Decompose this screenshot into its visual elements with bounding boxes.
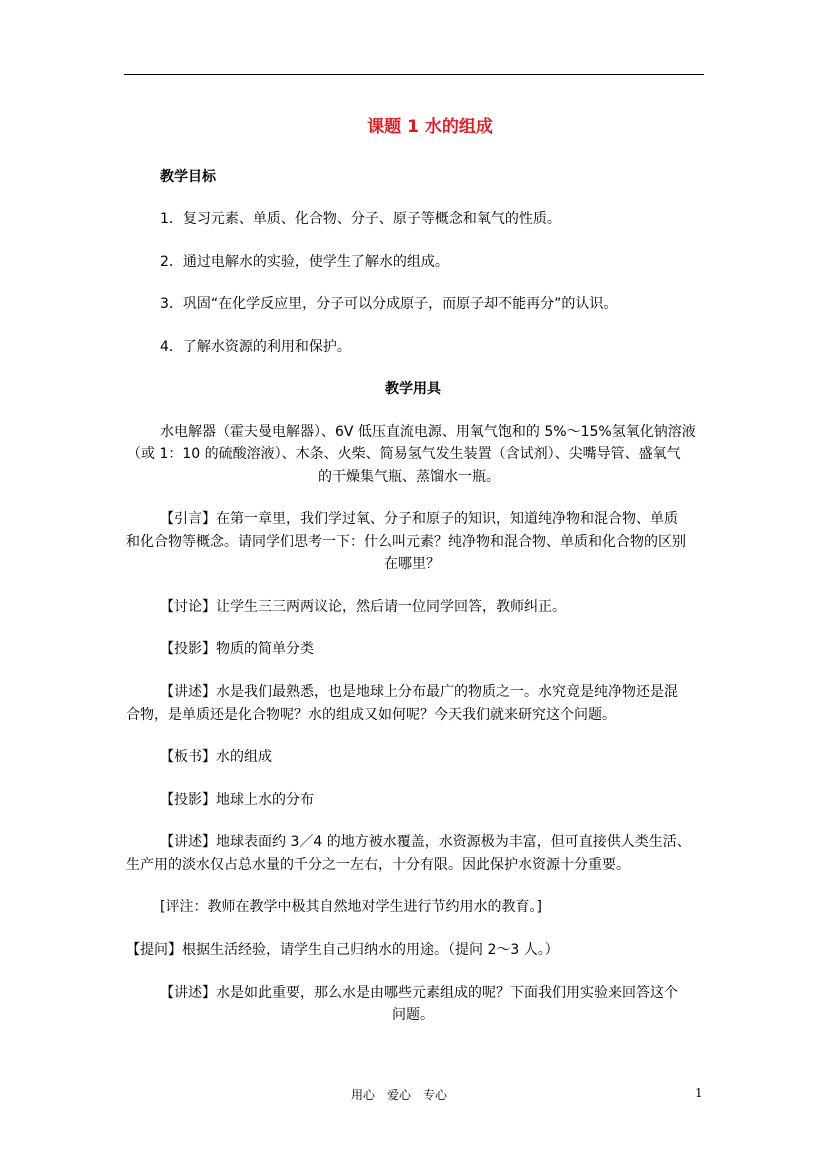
page-title: 课题 1 水的组成 [367,117,493,137]
discuss-paragraph: 【讨论】让学生三三两两议论，然后请一位同学回答，教师纠正。 [160,599,566,615]
question-paragraph: 【提问】根据生活经验，请学生自己归纳水的用途。（提问 2～3 人。） [126,942,559,958]
board-paragraph: 【板书】水的组成 [160,749,272,765]
intro-line-3: 在哪里？ [384,556,440,572]
comment-paragraph: [评注：教师在教学中极其自然地对学生进行节约用水的教育。] [160,899,542,915]
section-heading-tools: 教学用具 [385,381,441,397]
intro-line-1: 【引言】在第一章里，我们学过氧、分子和原子的知识，知道纯净物和混合物、单质 [160,511,678,527]
objective-item-1: 1．复习元素、单质、化合物、分子、原子等概念和氧气的性质。 [160,211,561,227]
lecture2-line-1: 【讲述】地球表面约 3／4 的地方被水覆盖，水资源极为丰富，但可直接供人类生活、 [160,834,691,850]
lecture1-line-2: 合物，是单质还是化合物呢？水的组成又如何呢？今天我们就来研究这个问题。 [126,707,616,723]
page-number: 1 [695,1086,703,1100]
header-rule [124,74,704,75]
lecture2-line-2: 生产用的淡水仅占总水量的千分之一左右，十分有限。因此保护水资源十分重要。 [126,857,630,873]
objective-item-4: 4．了解水资源的利用和保护。 [160,339,351,355]
lecture3-line-2: 问题。 [392,1007,434,1023]
lecture3-line-1: 【讲述】水是如此重要，那么水是由哪些元素组成的呢？下面我们用实验来回答这个 [160,985,678,1001]
objective-item-3: 3．巩固“在化学反应里，分子可以分成原子，而原子却不能再分”的认识。 [160,296,618,312]
lecture1-line-1: 【讲述】水是我们最熟悉，也是地球上分布最广的物质之一。水究竟是纯净物还是混 [160,684,678,700]
intro-line-2: 和化合物等概念。请同学们思考一下：什么叫元素？纯净物和混合物、单质和化合物的区别 [126,534,686,550]
tools-line-1: 水电解器（霍夫曼电解器）、6V 低压直流电源、用氧气饱和的 5%～15%氢氧化钠溶液 [160,424,696,440]
section-heading-objectives: 教学目标 [160,169,216,185]
tools-line-2: （或 1：10 的硫酸溶液）、木条、火柴、简易氢气发生装置（含试剂）、尖嘴导管、盛氧气 [127,446,681,462]
projection-paragraph-2: 【投影】地球上水的分布 [160,792,314,808]
projection-paragraph-1: 【投影】物质的简单分类 [160,641,314,657]
tools-line-3: 的干燥集气瓶、蒸馏水一瓶。 [318,469,500,485]
objective-item-2: 2．通过电解水的实验，使学生了解水的组成。 [160,254,449,270]
footer-motto: 用心 爱心 专心 [351,1088,448,1102]
